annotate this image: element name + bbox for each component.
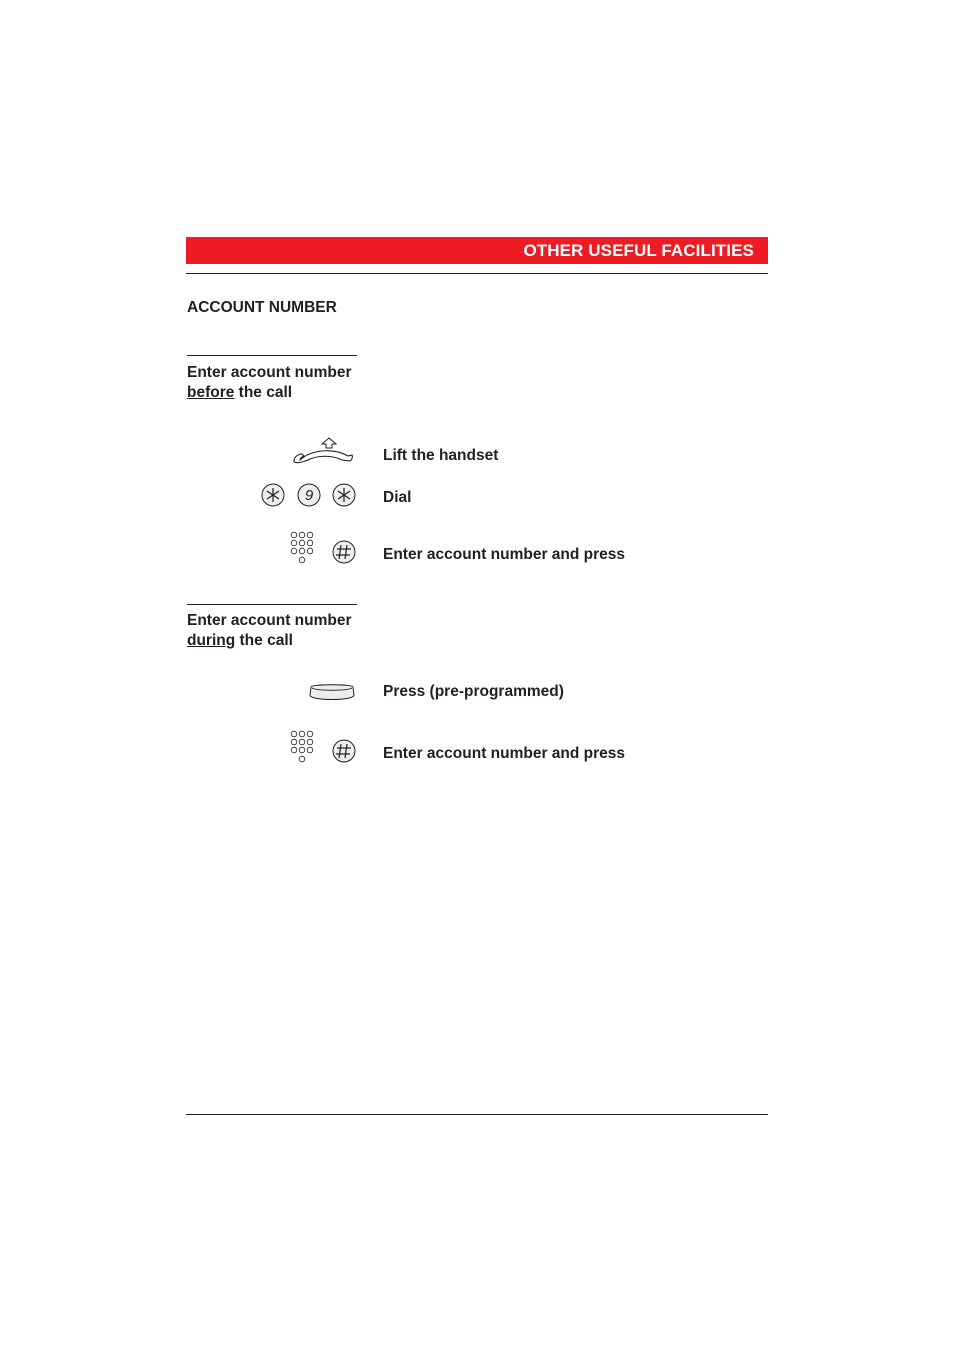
key-digit-9: 9 <box>304 487 314 504</box>
section-title: OTHER USEFUL FACILITIES <box>523 241 754 260</box>
subsection-divider <box>187 355 357 356</box>
step-lift-handset: Lift the handset <box>383 447 499 464</box>
step-enter-account-before: Enter account number and press <box>383 546 626 563</box>
step-dial: Dial <box>383 489 412 506</box>
keypad-hash-icon <box>290 729 358 765</box>
emphasis-word: during <box>187 632 236 649</box>
page-title: ACCOUNT NUMBER <box>187 299 337 316</box>
programmable-key-icon <box>307 682 357 704</box>
heading-rest: the call <box>235 632 293 649</box>
handset-lift-icon <box>290 436 354 464</box>
subsection-divider <box>187 604 357 605</box>
subsection-heading-before <box>187 363 352 403</box>
bottom-divider <box>186 1114 768 1115</box>
emphasis-word: before <box>187 384 235 401</box>
top-divider <box>186 273 768 274</box>
section-banner <box>186 237 768 264</box>
keypad-hash-icon <box>290 530 358 566</box>
step-enter-account-during: Enter account number and press <box>383 745 626 762</box>
subsection-heading-line2 <box>187 631 352 651</box>
subsection-heading-line2 <box>187 383 352 403</box>
step-press-programmed: Press (pre-programmed) <box>383 683 564 700</box>
subsection-heading-line1: Enter account number <box>187 612 352 629</box>
subsection-heading-during <box>187 611 352 651</box>
subsection-heading-line1: Enter account number <box>187 364 352 381</box>
heading-rest: the call <box>234 384 293 401</box>
star-9-star-keys-icon <box>261 483 357 507</box>
